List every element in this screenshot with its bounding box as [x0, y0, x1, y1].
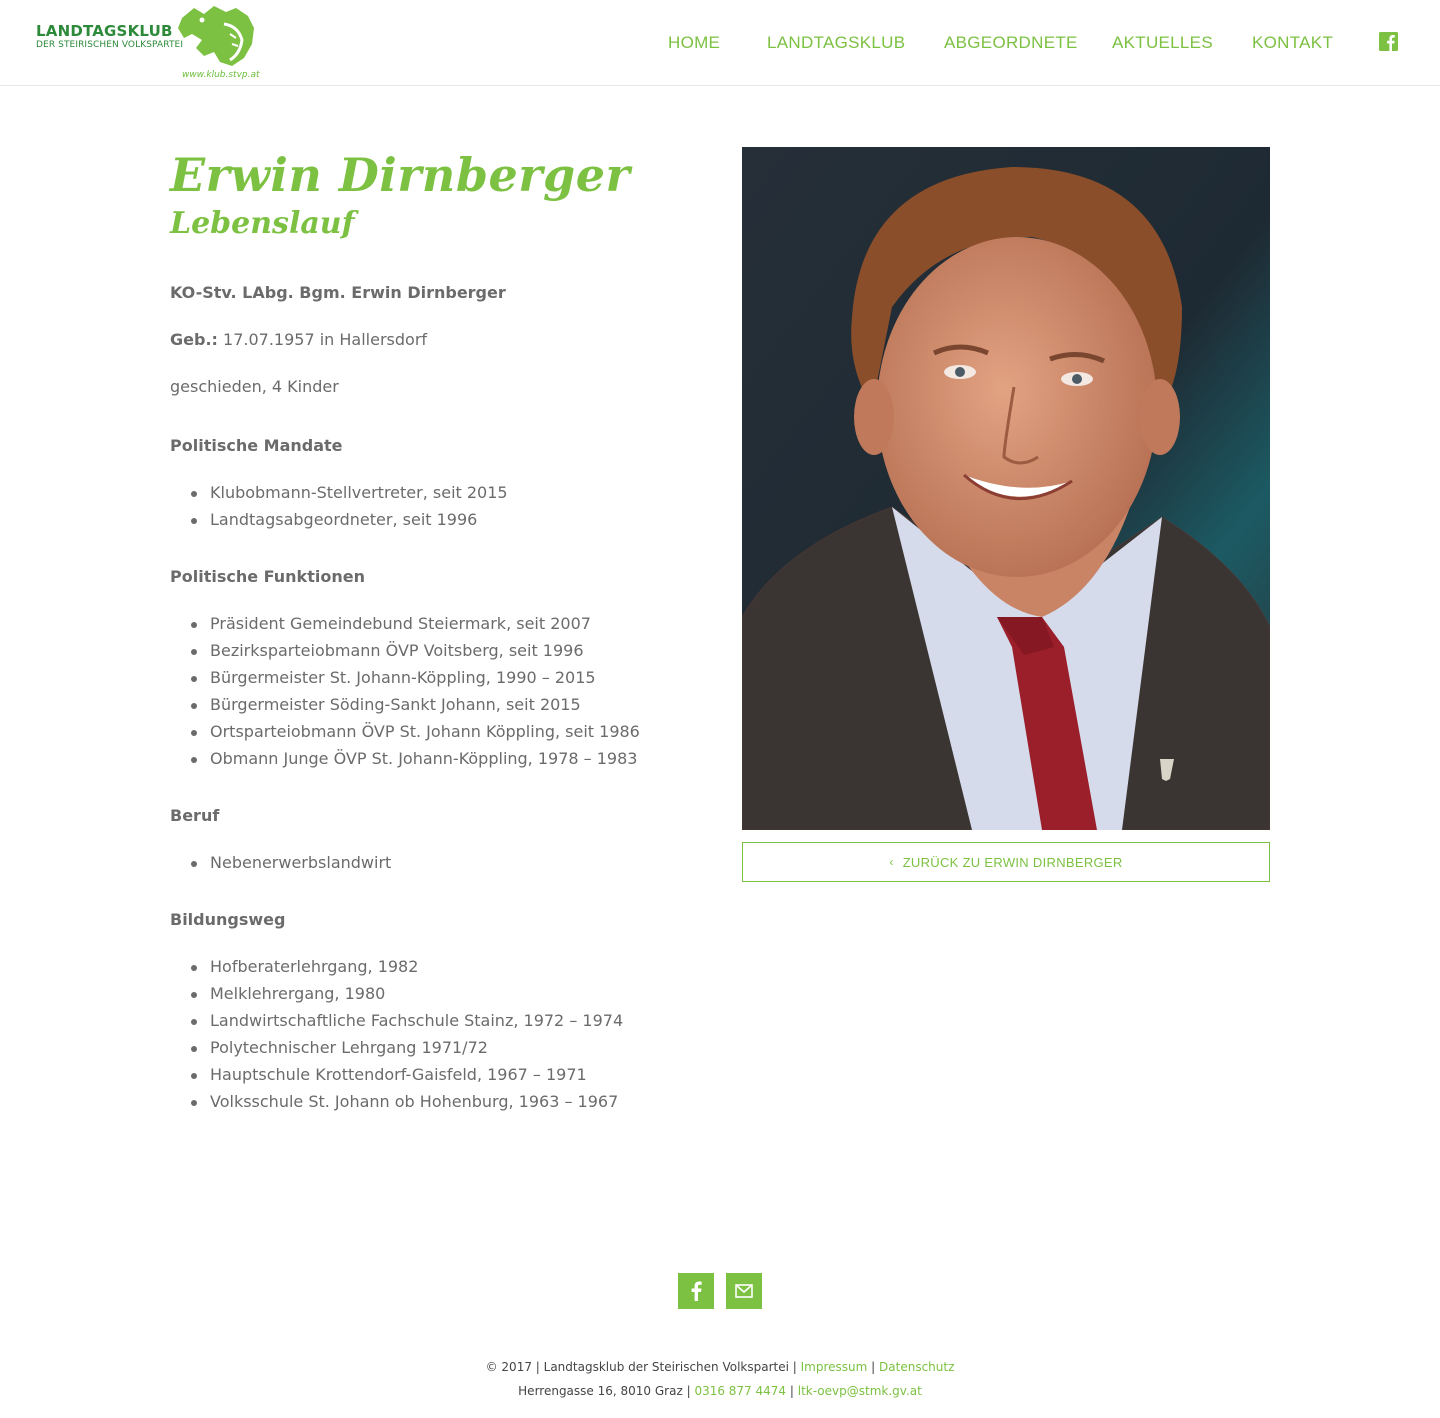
section-heading-mandate: Politische Mandate [170, 436, 343, 455]
section-heading-bildung: Bildungsweg [170, 910, 286, 929]
portrait-illustration [742, 147, 1270, 830]
list-item: Hauptschule Krottendorf-Gaisfeld, 1967 – 1971 [170, 1061, 623, 1088]
list-beruf [170, 849, 391, 876]
list-item: Nebenerwerbslandwirt [170, 849, 391, 876]
site-header [0, 0, 1440, 86]
footer-facebook-button[interactable] [678, 1273, 714, 1309]
list-item: Klubobmann-Stellvertreter, seit 2015 [170, 479, 508, 506]
portrait-photo [742, 147, 1270, 830]
list-item: Bürgermeister Söding-Sankt Johann, seit 2015 [170, 691, 640, 718]
list-item: Landtagsabgeordneter, seit 1996 [170, 506, 508, 533]
facebook-icon[interactable] [1379, 32, 1398, 51]
page-subtitle: Lebenslauf [170, 206, 355, 241]
list-item: Bürgermeister St. Johann-Köppling, 1990 – 2015 [170, 664, 640, 691]
chevron-left-icon: ‹ [889, 855, 894, 869]
list-item: Melklehrergang, 1980 [170, 980, 623, 1007]
logo-url: www.klub.stvp.at [182, 70, 260, 80]
panther-logo-icon [174, 4, 258, 68]
email-link[interactable]: ltk-oevp@stmk.gv.at [797, 1384, 922, 1398]
nav-kontakt[interactable]: KONTAKT [1252, 33, 1334, 52]
envelope-icon [735, 1284, 753, 1298]
facebook-icon [690, 1281, 702, 1301]
list-item: Volksschule St. Johann ob Hohenburg, 1963 – 1967 [170, 1088, 623, 1115]
back-button-label: ZURÜCK ZU ERWIN DIRNBERGER [902, 854, 1123, 870]
footer-copyright: © 2017 | Landtagsklub der Steirischen Volkspartei | [485, 1360, 797, 1374]
footer-address: Herrengasse 16, 8010 Graz | [518, 1384, 691, 1398]
footer-separator: | [871, 1360, 876, 1374]
list-item: Landwirtschaftliche Fachschule Stainz, 1972 – 1974 [170, 1007, 623, 1034]
footer-email-button[interactable] [726, 1273, 762, 1309]
back-to-profile-button[interactable] [742, 842, 1270, 882]
section-heading-funktionen: Politische Funktionen [170, 567, 365, 586]
list-mandate [170, 479, 508, 533]
footer-copyright-line [0, 1360, 1440, 1374]
family-status: geschieden, 4 Kinder [170, 377, 339, 396]
list-item: Polytechnischer Lehrgang 1971/72 [170, 1034, 623, 1061]
list-bildung [170, 953, 623, 1115]
full-title: KO-Stv. LAbg. Bgm. Erwin Dirnberger [170, 283, 506, 302]
logo-subtitle: DER STEIRISCHEN VOLKSPARTEI [36, 40, 184, 50]
section-heading-beruf: Beruf [170, 806, 220, 825]
birth-info [170, 330, 427, 349]
nav-abgeordnete[interactable]: ABGEORDNETE [944, 33, 1078, 52]
datenschutz-link[interactable]: Datenschutz [879, 1360, 955, 1374]
list-item: Hofberaterlehrgang, 1982 [170, 953, 623, 980]
nav-home[interactable]: HOME [668, 33, 721, 52]
birth-label: Geb.: [170, 330, 218, 349]
page-title: Erwin Dirnberger [170, 148, 631, 202]
list-item: Bezirksparteiobmann ÖVP Voitsberg, seit 1996 [170, 637, 640, 664]
list-item: Obmann Junge ÖVP St. Johann-Köppling, 1978 – 1983 [170, 745, 640, 772]
list-item: Präsident Gemeindebund Steiermark, seit 2007 [170, 610, 640, 637]
logo-title: LANDTAGSKLUB [36, 22, 173, 40]
impressum-link[interactable]: Impressum [800, 1360, 868, 1374]
footer-separator: | [789, 1384, 794, 1398]
nav-landtagsklub[interactable]: LANDTAGSKLUB [767, 33, 906, 52]
footer-contact-line [0, 1384, 1440, 1398]
birth-value: 17.07.1957 in Hallersdorf [223, 330, 428, 349]
nav-aktuelles[interactable]: AKTUELLES [1112, 33, 1213, 52]
site-logo[interactable] [34, 4, 264, 82]
list-item: Ortsparteiobmann ÖVP St. Johann Köppling, seit 1986 [170, 718, 640, 745]
list-funktionen [170, 610, 640, 772]
phone-link[interactable]: 0316 877 4474 [694, 1384, 787, 1398]
